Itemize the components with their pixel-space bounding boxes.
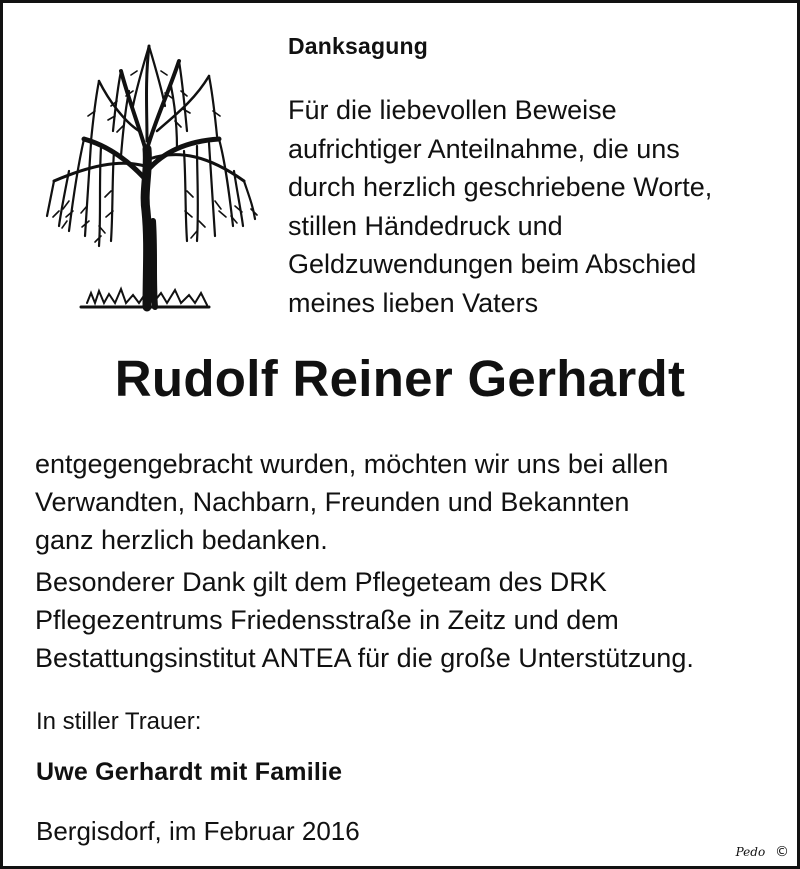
notice-heading: Danksagung [288, 33, 429, 59]
intro-line: Für die liebevollen Beweise [288, 95, 617, 125]
place-date: Bergisdorf, im Februar 2016 [36, 816, 360, 846]
intro-line: stillen Händedruck und [288, 210, 563, 241]
family-signature: Uwe Gerhardt mit Familie [36, 758, 343, 786]
copyright-icon: © [775, 844, 789, 860]
deceased-name: Rudolf Reiner Gerhardt [114, 350, 686, 407]
intro-line: aufrichtiger Anteilnahme, die uns [288, 133, 680, 164]
special-thanks-line: Pflegezentrums Friedensstraße in Zeitz und dem [35, 605, 619, 635]
mourning-label: In stiller Trauer: [36, 708, 202, 735]
special-thanks-line: Besonderer Dank gilt dem Pflegeteam des DRK [35, 567, 607, 597]
intro-line: durch herzlich geschriebene Worte, [288, 172, 713, 203]
designer-credit [736, 844, 789, 860]
intro-line: Geldzuwendungen beim Abschied [288, 249, 697, 280]
weeping-tree-icon [29, 31, 273, 323]
thanks-text [35, 445, 694, 677]
body-line: entgegengebracht wurden, möchten wir uns bei allen [35, 449, 669, 479]
intro-line: meines lieben Vaters [288, 287, 539, 318]
body-line: Verwandten, Nachbarn, Freunden und Bekannten [35, 487, 630, 517]
designer-signature: Pedo [735, 845, 766, 859]
intro-text [288, 91, 712, 323]
body-line: ganz herzlich bedanken. [35, 525, 328, 555]
special-thanks-line: Bestattungsinstitut ANTEA für die große Unterstützung. [35, 643, 694, 673]
special-thanks [35, 563, 694, 677]
